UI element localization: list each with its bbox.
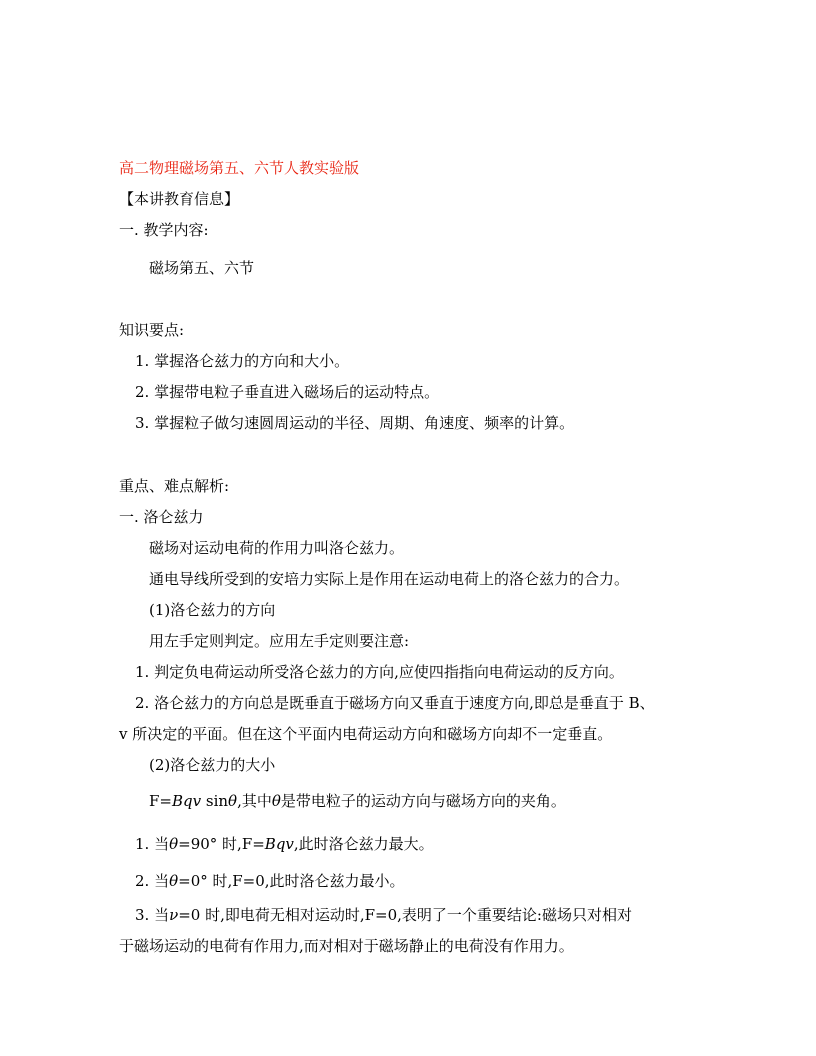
key-point-1: 1. 掌握洛仑兹力的方向和大小。: [135, 352, 350, 370]
direction-heading: (1)洛仑兹力的方向: [149, 601, 276, 619]
formula-theta: θ: [228, 792, 238, 810]
formula-sin: sin: [205, 792, 229, 810]
direction-item-1: 1. 判定负电荷运动所受洛仑兹力的方向,应使四指指向电荷运动的反方向。: [135, 663, 624, 681]
paragraph-2: 通电导线所受到的安培力实际上是作用在运动电荷上的洛仑兹力的合力。: [149, 570, 630, 588]
formula-prefix: F=: [149, 792, 172, 810]
formula-theta-2: θ: [271, 792, 281, 810]
lorentz-heading: 一. 洛仑兹力: [119, 508, 204, 526]
magnitude-heading: (2)洛仑兹力的大小: [149, 756, 276, 774]
case-2: [135, 871, 405, 891]
section1-heading: 一. 教学内容:: [119, 221, 209, 239]
direction-item-2-line-1: 2. 洛仑兹力的方向总是既垂直于磁场方向又垂直于速度方向,即总是垂直于 B、: [135, 694, 655, 712]
info-header: 【本讲教育信息】: [119, 190, 240, 208]
case-1-prefix: 1. 当: [135, 835, 170, 853]
case-1-theta: θ: [169, 835, 179, 853]
case-3-suffix: =0 时,即电荷无相对运动时,F=0,表明了一个重要结论:磁场只对相对: [178, 906, 632, 924]
case-2-theta: θ: [169, 872, 179, 890]
case-2-suffix: =0° 时,F=0,此时洛仑兹力最小。: [178, 872, 405, 890]
case-1-expression: Bqv: [264, 835, 294, 853]
direction-intro: 用左手定则判定。应用左手定则要注意:: [149, 632, 410, 650]
formula-suffix: 是带电粒子的运动方向与磁场方向的夹角。: [280, 792, 566, 810]
section1-content: 磁场第五、六节: [149, 259, 255, 277]
formula-expression: Bqv: [171, 792, 202, 810]
key-point-2: 2. 掌握带电粒子垂直进入磁场后的运动特点。: [135, 383, 440, 401]
case-2-prefix: 2. 当: [135, 872, 170, 890]
document-title: 高二物理磁场第五、六节人教实验版: [119, 159, 360, 177]
key-point-3: 3. 掌握粒子做匀速圆周运动的半径、周期、角速度、频率的计算。: [135, 414, 575, 432]
case-3-v: ν: [169, 906, 179, 924]
case-3-line-2: 于磁场运动的电荷有作用力,而对相对于磁场静止的电荷没有作用力。: [119, 937, 574, 955]
case-1-suffix: ,此时洛仑兹力最大。: [293, 835, 434, 853]
case-1: [135, 834, 434, 854]
analysis-heading: 重点、难点解析:: [119, 477, 230, 495]
paragraph-1: 磁场对运动电荷的作用力叫洛仑兹力。: [149, 539, 405, 557]
case-3-prefix: 3. 当: [135, 906, 170, 924]
formula-line: [149, 791, 566, 811]
case-3-line-1: [135, 905, 632, 925]
direction-item-2-line-2: v 所决定的平面。但在这个平面内电荷运动方向和磁场方向却不一定垂直。: [119, 725, 613, 743]
key-points-heading: 知识要点:: [119, 321, 185, 339]
case-1-mid: =90° 时,F=: [178, 835, 265, 853]
formula-middle: ,其中: [237, 792, 272, 810]
